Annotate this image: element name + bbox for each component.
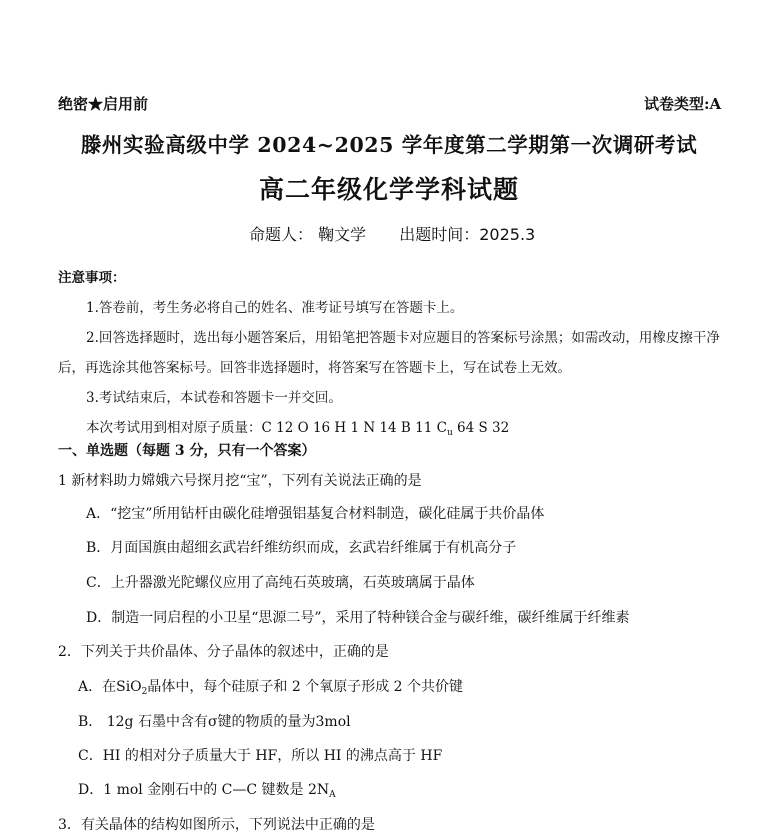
section-heading: 一、单选题（每题 3 分，只有一个答案） <box>58 443 316 459</box>
notice-item-3: 3.考试结束后，本试卷和答题卡一并交回。 <box>86 390 342 406</box>
question-1-option-d: D．制造一同启程的小卫星“思源二号”，采用了特种镁合金与碳纤维，碳纤维属于纤维素 <box>86 610 630 626</box>
notice-item-2-line-1: 2.回答选择题时，选出每小题答案后，用铅笔把答题卡对应题目的答案标号涂黑；如需改动，用橡皮擦干净 <box>86 330 720 346</box>
author-line <box>249 222 535 245</box>
notice-heading: 注意事项： <box>58 270 126 286</box>
author-label: 命题人： <box>249 225 314 244</box>
school-exam-title: 滕州实验高级中学 2024~2025 学年度第二学期第一次调研考试 <box>80 133 698 157</box>
author-name: 鞠文学 <box>318 225 367 244</box>
atomic-mass-line: 本次考试用到相对原子质量：C 12 O 16 H 1 N 14 B 11 $C_u$ 64 S 32 <box>86 420 510 438</box>
question-1-option-b: B．月面国旗由超细玄武岩纤维纺织而成，玄武岩纤维属于有机高分子 <box>86 540 517 556</box>
question-2-option-b: B． 12g 石墨中含有σ键的物质的量为3mol <box>78 714 351 730</box>
question-2-stem: 2．下列关于共价晶体、分子晶体的叙述中，正确的是 <box>58 644 389 660</box>
notice-item-2-line-2: 后，再选涂其他答案标号。回答非选择题时，将答案写在答题卡上，写在试卷上无效。 <box>58 360 571 376</box>
exam-time: 出题时间：2025.3 <box>399 225 536 244</box>
question-3-stem: 3．有关晶体的结构如图所示，下列说法中正确的是 <box>58 817 375 833</box>
question-1-option-c: C．上升器激光陀螺仪应用了高纯石英玻璃，石英玻璃属于晶体 <box>86 575 475 591</box>
question-1-stem: 1 新材料助力嫦娥六号探月挖“宝”，下列有关说法正确的是 <box>58 473 422 489</box>
paper-type-label: 试卷类型:A <box>644 95 722 113</box>
question-2-option-c: C．HI 的相对分子质量大于 HF，所以 HI 的沸点高于 HF <box>78 748 443 764</box>
question-2-option-a: A．在SiO$_2$晶体中，每个硅原子和 2 个氧原子形成 2 个共价键 <box>78 679 464 697</box>
subject-title: 高二年级化学学科试题 <box>258 175 519 204</box>
confidential-label: 绝密★启用前 <box>58 95 149 113</box>
question-2-option-d: D．1 mol 金刚石中的 C—C 键数是 $2N_A$ <box>78 782 336 800</box>
notice-item-1: 1.答卷前，考生务必将自己的姓名、准考证号填写在答题卡上。 <box>86 300 464 316</box>
question-1-option-a: A．“挖宝”所用钻杆由碳化硅增强铝基复合材料制造，碳化硅属于共价晶体 <box>86 506 545 522</box>
